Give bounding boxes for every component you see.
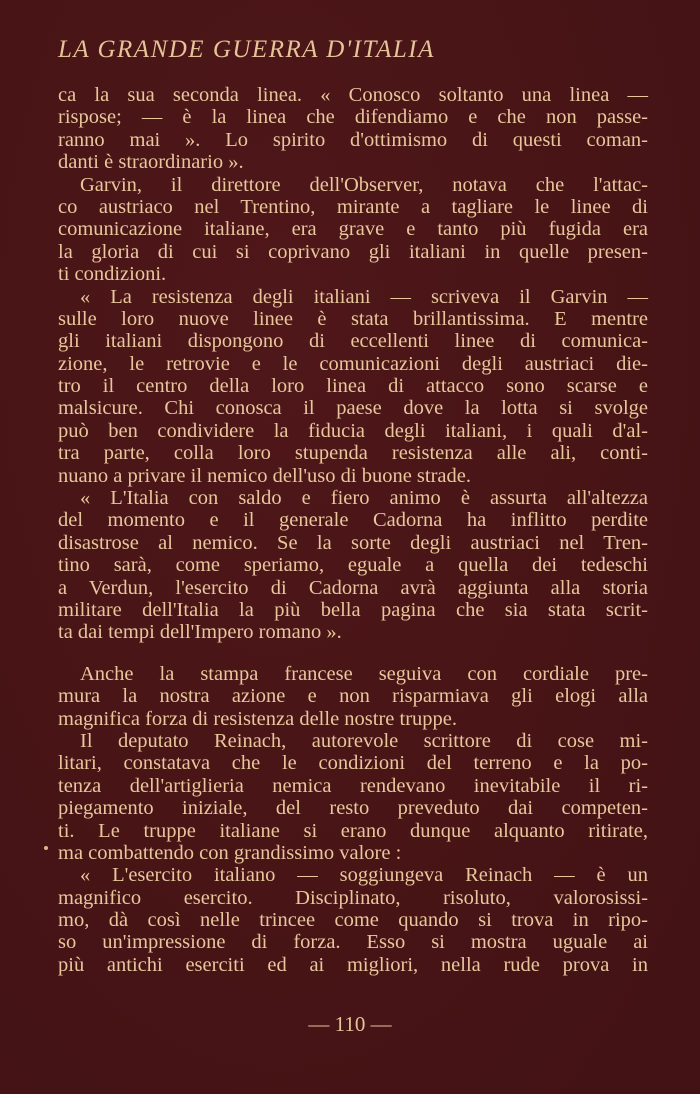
text-line: magnifico esercito. Disciplinato, risoluto, valorosissi- (58, 886, 648, 909)
text-line: litari, constatava che le condizioni del terreno e la po- (58, 752, 648, 775)
text-line: militare dell'Italia la più bella pagina che sia stata scrit- (58, 598, 648, 621)
text-line: a Verdun, l'esercito di Cadorna avrà aggiunta alla storia (58, 576, 648, 599)
text-line: la gloria di cui si coprivano gli italiani in quelle presen- (58, 240, 648, 263)
text-line: ta dai tempi dell'Impero romano ». (58, 621, 342, 644)
text-line: ti. Le truppe italiane si erano dunque alquanto ritirate, (58, 819, 648, 842)
body-text (58, 84, 648, 976)
text-line: malsicure. Chi conosca il paese dove la lotta si svolge (58, 397, 648, 420)
text-line: so un'impressione di forza. Esso si mostra uguale ai (58, 931, 648, 954)
paragraph-gap (58, 644, 648, 663)
text-line: disastrose al nemico. Se la sorte degli austriaci nel Tren- (58, 531, 648, 554)
text-line: piegamento iniziale, del resto preveduto dai competen- (58, 797, 648, 820)
text-line: « La resistenza degli italiani — scriveva il Garvin — (80, 285, 648, 308)
text-line: tino sarà, come speriamo, eguale a quella dei tedeschi (58, 554, 648, 577)
text-line: più antichi eserciti ed ai migliori, nella rude prova in (58, 953, 648, 976)
page-number: — 110 — (308, 1012, 392, 1036)
text-line: mo, dà così nelle trincee come quando si trova in ripo- (58, 909, 648, 932)
text-line: Il deputato Reinach, autorevole scrittore di cose mi- (80, 729, 648, 752)
text-line: tra parte, colla loro stupenda resistenza alle ali, conti- (58, 442, 648, 465)
text-line: « L'Italia con saldo e fiero animo è assurta all'altezza (80, 487, 648, 510)
margin-mark (44, 846, 48, 850)
text-line: Anche la stampa francese seguiva con cordiale pre- (80, 662, 648, 685)
text-line: co austriaco nel Trentino, mirante a tagliare le linee di (58, 195, 648, 218)
text-line: ma combattendo con grandissimo valore : (58, 841, 402, 864)
text-line: comunicazione italiane, era grave e tanto più fugida era (58, 218, 648, 241)
text-line: tro il centro della loro linea di attacco sono scarse e (58, 375, 648, 398)
running-head: LA GRANDE GUERRA D'ITALIA (58, 36, 435, 63)
text-line: « L'esercito italiano — soggiungeva Reinach — è un (80, 864, 648, 887)
text-line: mura la nostra azione e non risparmiava gli elogi alla (58, 685, 648, 708)
text-line: nuano a privare il nemico dell'uso di buone strade. (58, 464, 472, 487)
text-line: Garvin, il direttore dell'Observer, notava che l'attac- (80, 173, 648, 196)
text-line: zione, le retrovie e le comunicazioni degli austriaci die- (58, 352, 648, 375)
text-line: ranno mai ». Lo spirito d'ottimismo di questi coman- (58, 128, 648, 151)
text-line: ti condizioni. (58, 263, 167, 286)
text-line: danti è straordinario ». (58, 151, 244, 174)
text-line: rispose; — è la linea che difendiamo e che non passe- (58, 106, 648, 129)
text-line: può ben condividere la fiducia degli italiani, i quali d'al- (58, 419, 648, 442)
text-line: del momento e il generale Cadorna ha inflitto perdite (58, 509, 648, 532)
text-line: sulle loro nuove linee è stata brillantissima. E mentre (58, 307, 648, 330)
text-line: ca la sua seconda linea. « Conosco soltanto una linea — (58, 84, 648, 106)
text-line: gli italiani dispongono di eccellenti linee di comunica- (58, 330, 648, 353)
text-line: tenza dell'artiglieria nemica rendevano inevitabile il ri- (58, 774, 648, 797)
text-line: magnifica forza di resistenza delle nostre truppe. (58, 707, 458, 730)
